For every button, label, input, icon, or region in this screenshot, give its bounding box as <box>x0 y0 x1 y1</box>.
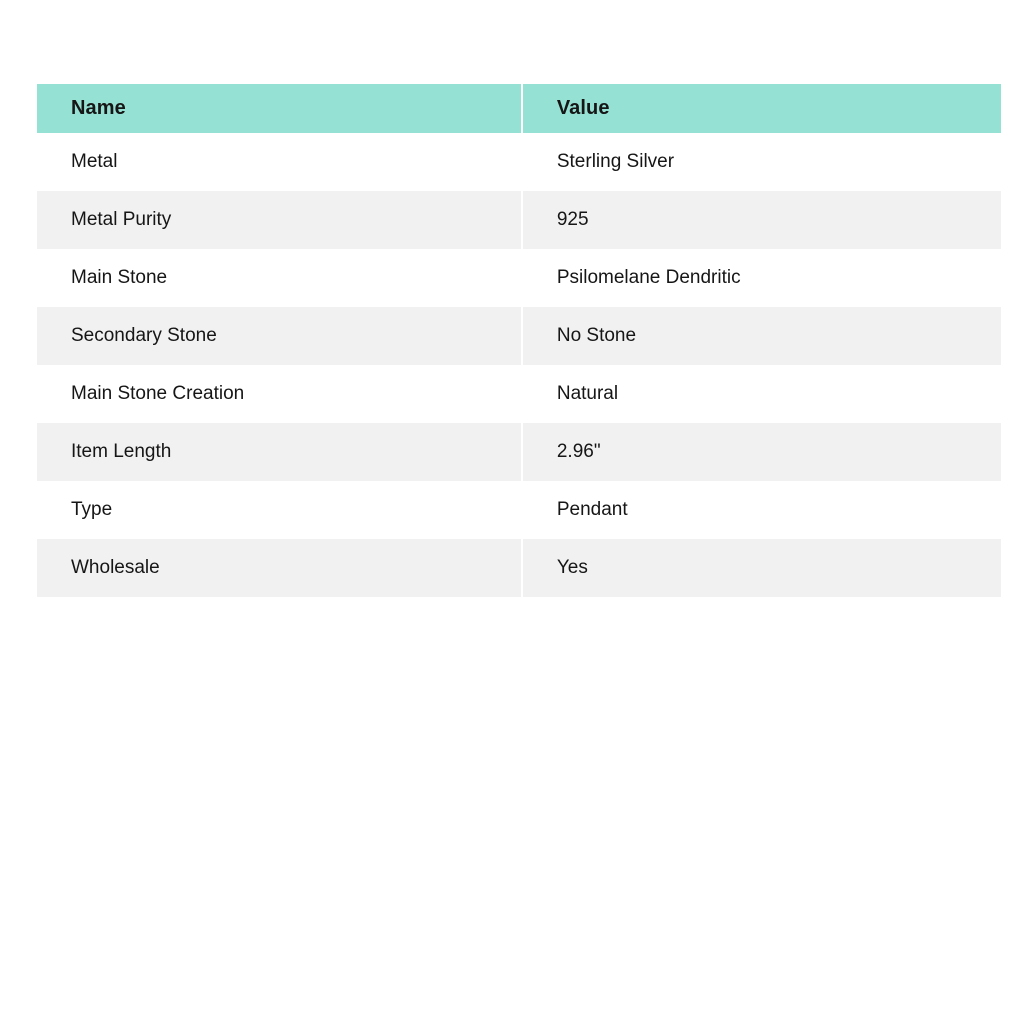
table-row <box>37 307 1001 365</box>
table-row <box>37 481 1001 539</box>
table-row <box>37 249 1001 307</box>
attribute-value-cell: Psilomelane Dendritic <box>523 249 1001 307</box>
table-row <box>37 133 1001 191</box>
attribute-name-cell: Secondary Stone <box>37 307 523 365</box>
attribute-value-cell: Sterling Silver <box>523 133 1001 191</box>
attribute-value-cell: No Stone <box>523 307 1001 365</box>
attribute-name-cell: Main Stone Creation <box>37 365 523 423</box>
table-header-row <box>37 84 1001 133</box>
table-row <box>37 191 1001 249</box>
attribute-name-cell: Metal Purity <box>37 191 523 249</box>
attribute-value-cell: Pendant <box>523 481 1001 539</box>
attribute-name-cell: Type <box>37 481 523 539</box>
product-attributes-section <box>37 84 1001 597</box>
table-row <box>37 539 1001 597</box>
column-header-name: Name <box>37 84 523 133</box>
product-attributes-table <box>37 84 1001 597</box>
table-row <box>37 365 1001 423</box>
table-row <box>37 423 1001 481</box>
attribute-name-cell: Item Length <box>37 423 523 481</box>
attribute-value-cell: 925 <box>523 191 1001 249</box>
attribute-value-cell: Natural <box>523 365 1001 423</box>
column-header-value: Value <box>523 84 1001 133</box>
attribute-name-cell: Wholesale <box>37 539 523 597</box>
attribute-value-cell: Yes <box>523 539 1001 597</box>
attribute-name-cell: Main Stone <box>37 249 523 307</box>
attribute-name-cell: Metal <box>37 133 523 191</box>
attribute-value-cell: 2.96" <box>523 423 1001 481</box>
